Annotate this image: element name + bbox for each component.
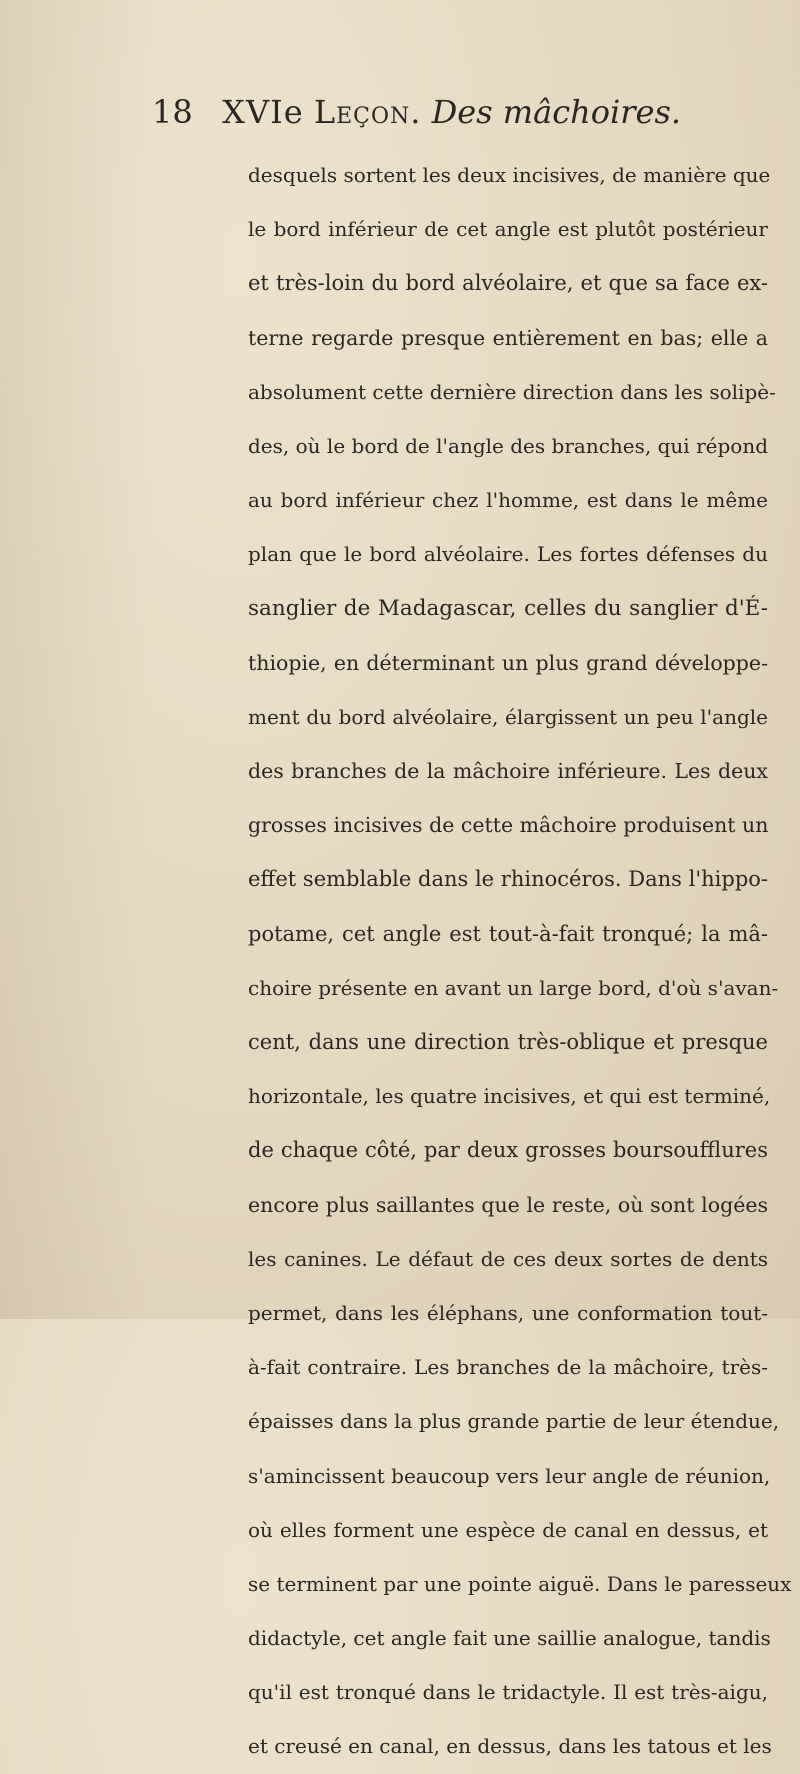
- text-line: choire présente en avant un large bord, d'où s'avan-: [248, 975, 779, 1000]
- lesson-number: XVIe: [222, 93, 304, 131]
- text-line: effet semblable dans le rhinocéros. Dans l'hippo-: [248, 867, 768, 892]
- text-line: horizontale, les quatre incisives, et qui est terminé,: [248, 1084, 771, 1109]
- running-header: [152, 92, 772, 132]
- text-line: grosses incisives de cette mâchoire produisent un: [248, 813, 769, 838]
- text-line: plan que le bord alvéolaire. Les fortes défenses du: [248, 542, 768, 567]
- text-line: le bord inférieur de cet angle est plutôt postérieur: [248, 217, 768, 242]
- text-line: desquels sortent les deux incisives, de manière que: [248, 163, 771, 187]
- page-number: 18: [152, 93, 193, 131]
- text-line: encore plus saillantes que le reste, où sont logées: [248, 1192, 768, 1217]
- text-line: des branches de la mâchoire inférieure. Les deux: [248, 759, 768, 784]
- text-line: au bord inférieur chez l'homme, est dans le même: [248, 488, 768, 513]
- body-text: [248, 148, 792, 1774]
- text-line: et creusé en canal, en dessus, dans les tatous et les: [248, 1734, 772, 1759]
- text-line: à-fait contraire. Les branches de la mâchoire, très-: [248, 1355, 768, 1380]
- text-line: des, où le bord de l'angle des branches, qui répond: [248, 433, 768, 458]
- lesson-word: Leçon.: [313, 93, 422, 131]
- text-line: les canines. Le défaut de ces deux sortes de dents: [248, 1246, 768, 1271]
- text-line: potame, cet angle est tout-à-fait tronqué; la mâ-: [248, 921, 768, 946]
- text-line: s'amincissent beaucoup vers leur angle de réunion,: [248, 1463, 771, 1488]
- lesson-subject: Des mâchoires.: [431, 93, 682, 131]
- text-line: ment du bord alvéolaire, élargissent un peu l'angle: [248, 704, 768, 729]
- text-line: absolument cette dernière direction dans les solipè-: [248, 379, 776, 404]
- text-line: terne regarde presque entièrement en bas; elle a: [248, 325, 768, 350]
- text-line: de chaque côté, par deux grosses boursoufflures: [248, 1138, 768, 1163]
- text-line: cent, dans une direction très-oblique et presque: [248, 1030, 768, 1054]
- text-line: didactyle, cet angle fait une saillie analogue, tandis: [248, 1626, 771, 1651]
- text-line: qu'il est tronqué dans le tridactyle. Il est très-aigu,: [248, 1680, 768, 1705]
- text-line: et très-loin du bord alvéolaire, et que sa face ex-: [248, 271, 768, 296]
- text-line: permet, dans les éléphans, une conformation tout-: [248, 1300, 768, 1325]
- text-line: où elles forment une espèce de canal en dessus, et: [248, 1517, 768, 1542]
- text-line: sanglier de Madagascar, celles du sanglier d'É-: [248, 595, 768, 621]
- text-line: épaisses dans la plus grande partie de leur étendue,: [248, 1409, 780, 1434]
- page-shadow: [0, 0, 150, 1319]
- text-line: thiopie, en déterminant un plus grand développe-: [248, 650, 768, 675]
- text-line: se terminent par une pointe aiguë. Dans le paresseux: [248, 1571, 792, 1596]
